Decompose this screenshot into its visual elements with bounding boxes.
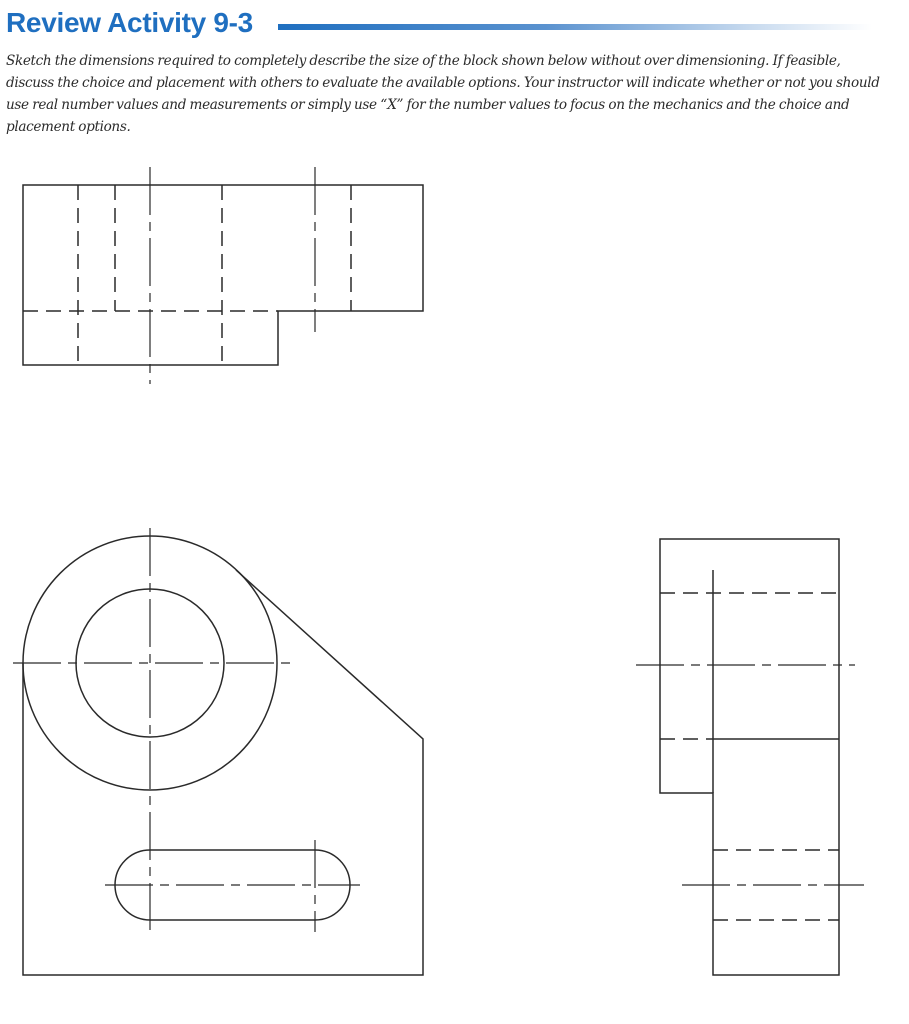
activity-title: Review Activity 9-3 [6,7,253,38]
instructions-paragraph: Sketch the dimensions required to completely describe the size of the block shown below without over dimensioning. If feasible, discuss the choice and placement with others to evaluate the available options. Your instructor will indicate whether or not you should use real number values and measurements or simply use “X” for the number values to focus on the mechanics and the choice and placement options. [6,53,880,135]
side-view [636,539,864,975]
side-view-outline [660,539,839,975]
top-view-outline [23,185,423,365]
front-view [13,528,423,975]
top-view [23,167,423,384]
